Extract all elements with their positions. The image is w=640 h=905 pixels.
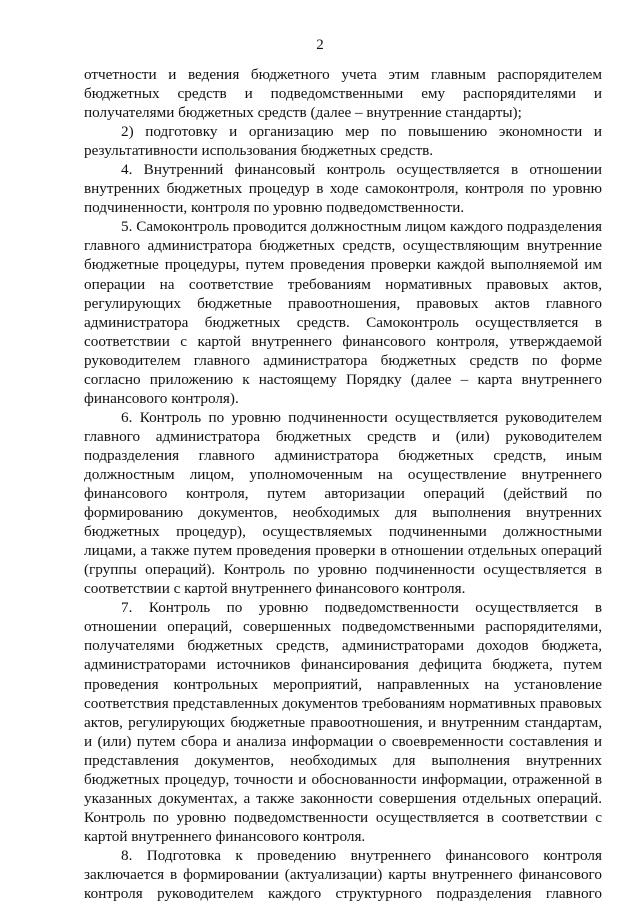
paragraph-7-departmental-control: 7. Контроль по уровню подведомственности осуществляется в отношении операций, совершенных подведомственными распорядителями, получателями бюджетных средств, администраторами доходов бюджета, администраторами источников финансирования дефицита бюджета, путем проведения контрольных мероприятий, направленных на установление соответствия представленных документов требованиям нормативных правовых актов, регулирующих бюджетные правоотношения, и внутренним стандартам, и (или) путем сбора и анализа информации о своевременности составления и представления документов, необходимых для выполнения внутренних бюджетных процедур, точности и обоснованности информации, отраженной в указанных документах, а также законности совершения отдельных операций. Контроль по уровню подведомственности осуществляется в соответствии с картой внутреннего финансового контроля. <box>84 599 602 845</box>
paragraph-6-subordination-control: 6. Контроль по уровню подчиненности осуществляется руководителем главного администратора бюджетных средств и (или) руководителем подразделения главного администратора бюджетных средств, иным должностным лицом, уполномоченным на осуществление внутреннего финансового контроля, путем авторизации операций (действий по формированию документов, необходимых для выполнения внутренних бюджетных процедур), осуществляемых подчиненными должностными лицами, а также путем проведения проверки в отношении отдельных операций (группы операций). Контроль по уровню подчиненности осуществляется в соответствии с картой внутреннего финансового контроля. <box>84 408 602 598</box>
page-number: 2 <box>316 37 324 53</box>
paragraph-5-self-control: 5. Самоконтроль проводится должностным лицом каждого подразделения главного администратора бюджетных средств, осуществляющим внутренние бюджетные процедуры, путем проведения проверки каждой выполняемой им операции на соответствие требованиям нормативных правовых актов, регулирующих бюджетные правоотношения, правовых актов главного администратора бюджетных средств. Самоконтроль осуществляется в соответствии с картой внутреннего финансового контроля, утверждаемой руководителем главного администратора бюджетных средств по форме согласно приложению к настоящему Порядку (далее – карта внутреннего финансового контроля). <box>84 218 602 407</box>
paragraph-standards-continuation: отчетности и ведения бюджетного учета этим главным распорядителем бюджетных средств и подведомственными ему распорядителями и получателями бюджетных средств (далее – внутренние стандарты); <box>84 66 602 122</box>
paragraph-8-preparation: 8. Подготовка к проведению внутреннего финансового контроля заключается в формировании (актуализации) карты внутреннего финансового контроля руководителем каждого структурного подразделения главного <box>84 846 602 903</box>
paragraph-4-internal-control: 4. Внутренний финансовый контроль осуществляется в отношении внутренних бюджетных процедур в ходе самоконтроля, контроля по уровню подчиненности, контроля по уровню подведомственности. <box>84 161 602 217</box>
document-body <box>84 65 602 903</box>
paragraph-item-2-economy: 2) подготовку и организацию мер по повышению экономности и результативности использования бюджетных средств. <box>84 123 602 160</box>
